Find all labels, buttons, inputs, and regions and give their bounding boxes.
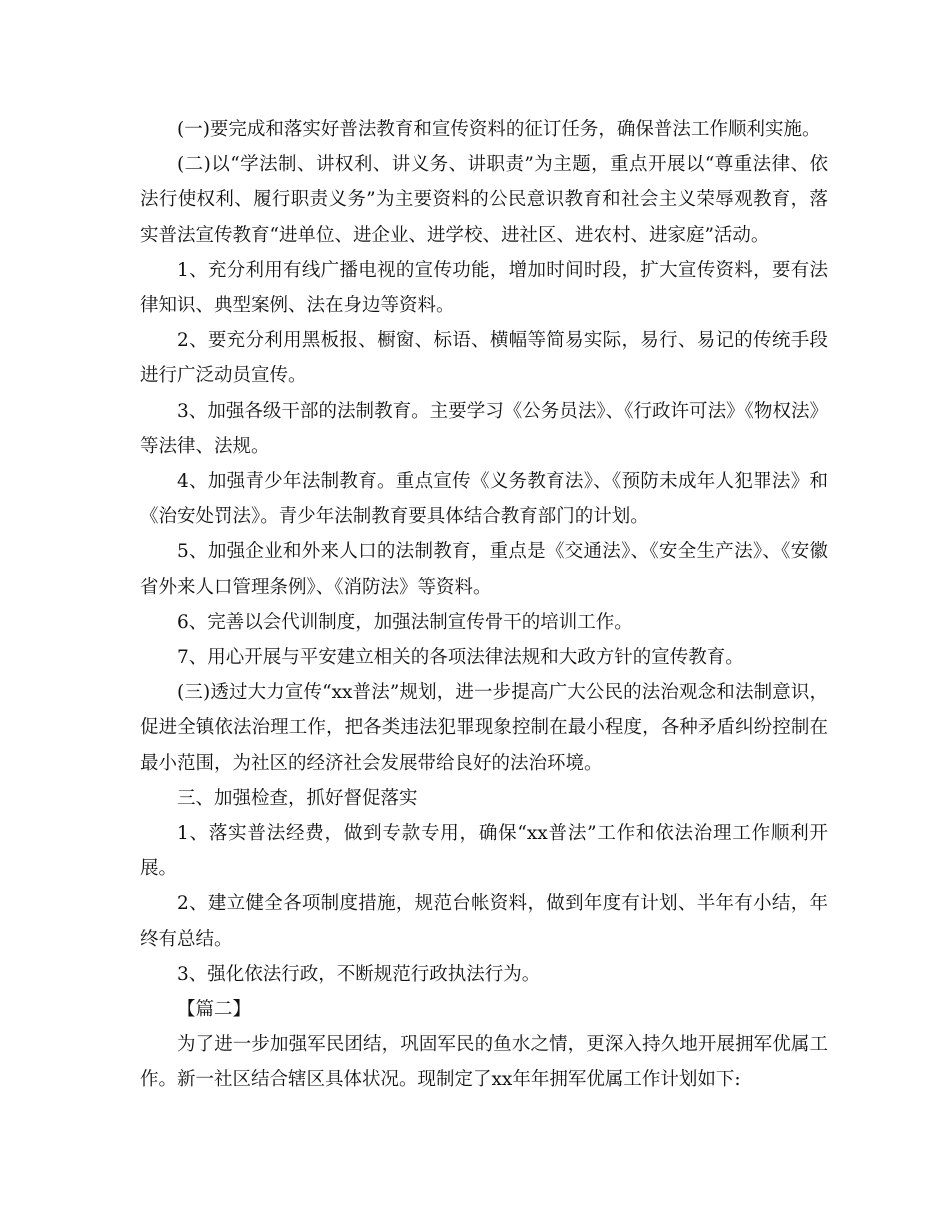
paragraph-intro-part-2: 为了进一步加强军民团结，巩固军民的鱼水之情，更深入持久地开展拥军优属工作。新一社区结合辖区具体状况。现制定了xx年年拥军优属工作计划如下: bbox=[140, 1034, 828, 1091]
paragraph-item-6: 6、完善以会代训制度，加强法制宣传骨干的培训工作。 bbox=[177, 611, 633, 633]
paragraph-item-1: 1、充分利用有线广播电视的宣传功能，增加时间时段，扩大宣传资料，要有法律知识、典型案例、法在身边等资料。 bbox=[140, 259, 828, 317]
paragraph-check-3: 3、强化依法行政，不断规范行政执法行为。 bbox=[177, 963, 541, 985]
paragraph-item-4: 4、加强青少年法制教育。重点宣传《义务教育法》、《预防未成年人犯罪法》和《治安处罚法》。青少年法制教育要具体结合教育部门的计划。 bbox=[140, 471, 828, 528]
paragraph-item-2: 2、要充分利用黑板报、橱窗、标语、横幅等简易实际，易行、易记的传统手段进行广泛动员宣传。 bbox=[140, 330, 828, 387]
paragraph-task-2: (二)以“学法制、讲权利、讲义务、讲职责”为主题，重点开展以“尊重法律、依法行使权利、履行职责义务”为主要资料的公民意识教育和社会主义荣辱观教育，落实普法宣传教育“进单位、进企业、进学校、进社区、进农村、进家庭”活动。 bbox=[140, 154, 828, 246]
paragraph-check-1: 1、落实普法经费，做到专款专用，确保“xx普法”工作和依法治理工作顺利开展。 bbox=[140, 823, 828, 880]
paragraph-check-2: 2、建立健全各项制度措施，规范台帐资料，做到年度有计划、半年有小结，年终有总结。 bbox=[140, 893, 828, 950]
paragraph-item-7: 7、用心开展与平安建立相关的各项法律法规和大政方针的宣传教育。 bbox=[177, 647, 744, 669]
section-heading-3: 三、加强检查，抓好督促落实 bbox=[177, 787, 418, 809]
paragraph-task-3: (三)透过大力宣传“xx普法”规划，进一步提高广大公民的法治观念和法制意识，促进全镇依法治理工作，把各类违法犯罪现象控制在最小程度，各种矛盾纠纷控制在最小范围，为社区的经济社会发展带给良好的法治环境。 bbox=[140, 682, 828, 774]
document-body bbox=[140, 112, 828, 1098]
paragraph-task-1: (一)要完成和落实好普法教育和宣传资料的征订任务，确保普法工作顺利实施。 bbox=[177, 119, 821, 140]
paragraph-item-3: 3、加强各级干部的法制教育。主要学习《公务员法》、《行政许可法》《物权法》等法律、法规。 bbox=[140, 400, 828, 457]
paragraph-item-5: 5、加强企业和外来人口的法制教育，重点是《交通法》、《安全生产法》、《安徽省外来人口管理条例》、《消防法》等资料。 bbox=[140, 541, 828, 598]
part-heading-2: 【篇二】 bbox=[177, 999, 252, 1021]
